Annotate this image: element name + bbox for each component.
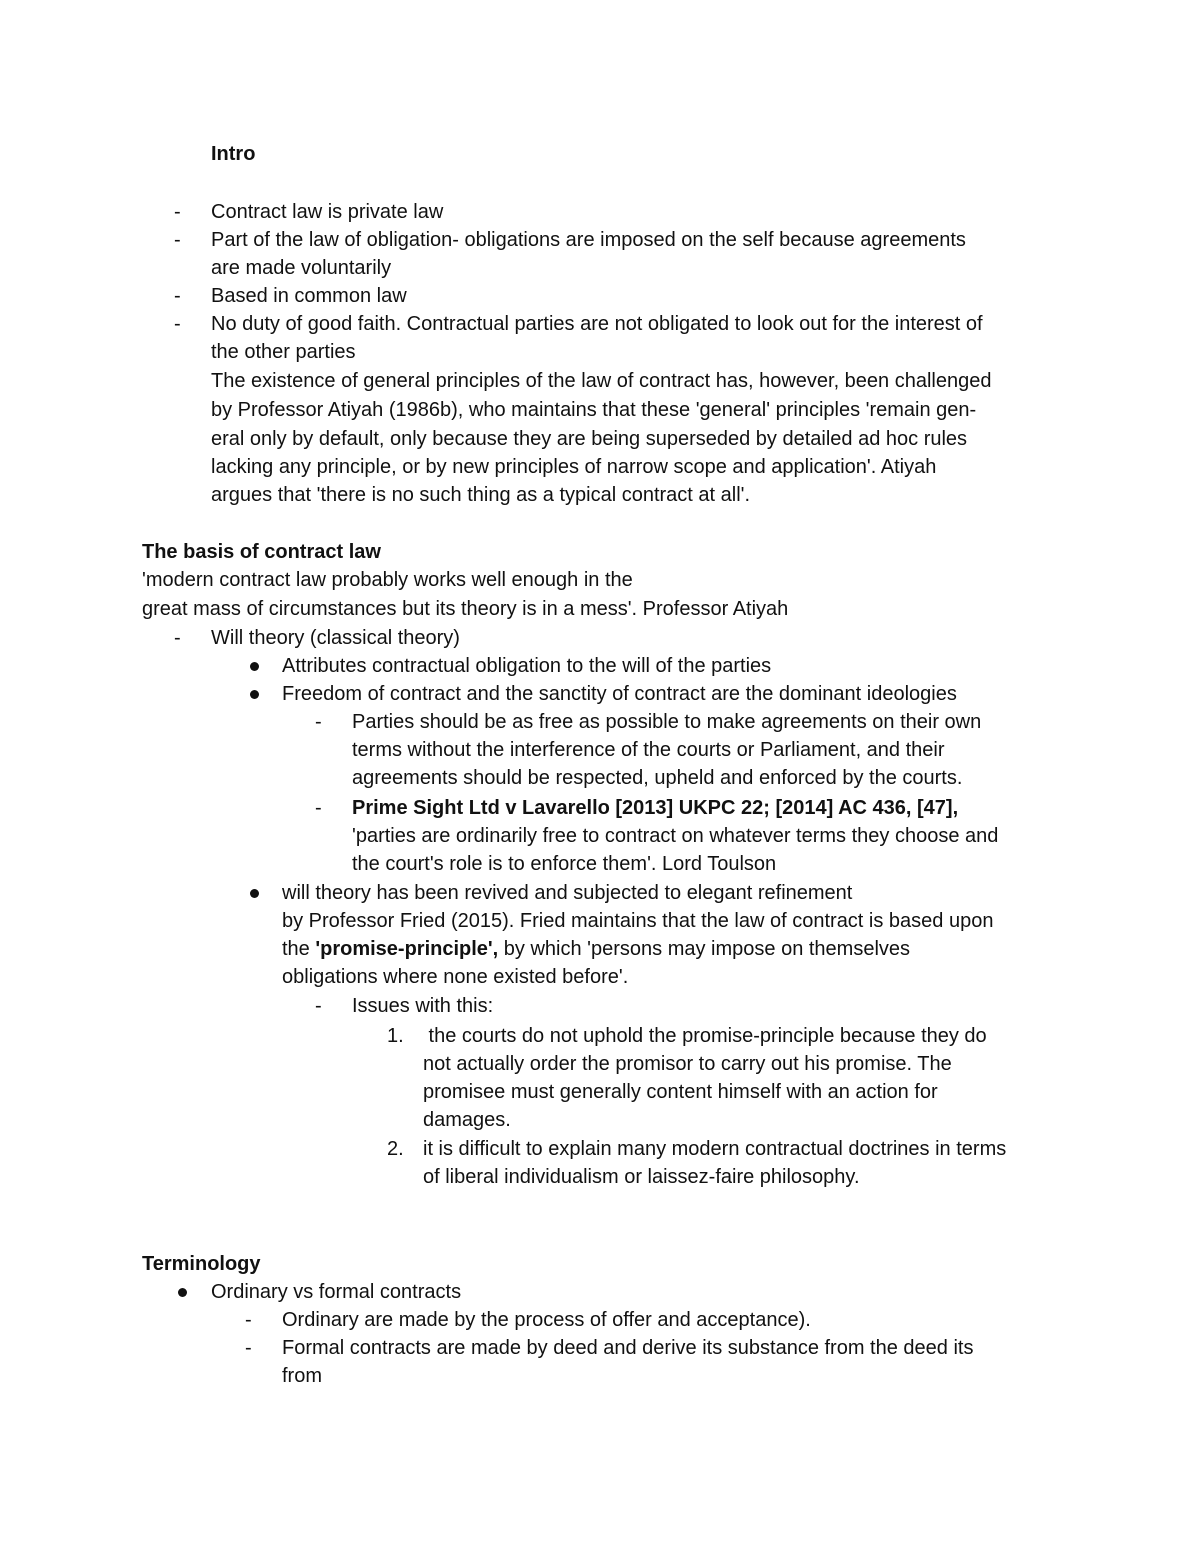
issue-1-line-1: the courts do not uphold the promise-principle because they do (423, 1025, 987, 1047)
intro-paragraph-line-2: by Professor Atiyah (1986b), who maintains that these 'general' principles 'remain gen- (211, 399, 977, 421)
dash-marker: - (245, 1309, 252, 1331)
dash-marker: - (174, 201, 181, 223)
dash-marker: - (245, 1337, 252, 1359)
issue-1-line-4: damages. (423, 1109, 511, 1131)
issue-1-line-3: promisee must generally content himself with an action for (423, 1081, 938, 1103)
intro-bullet-3: Based in common law (211, 285, 407, 307)
bullet-dot (250, 662, 259, 671)
issue-1-line-2: not actually order the promisor to carry out his promise. The (423, 1053, 952, 1075)
intro-bullet-4-line-2: the other parties (211, 341, 356, 363)
numbered-marker-1: 1. (387, 1025, 404, 1047)
will-theory-point-3-line-3 (282, 935, 910, 963)
plain-text: by which 'persons may impose on themselves (498, 938, 911, 960)
will-theory-item: Will theory (classical theory) (211, 627, 460, 649)
dash-marker: - (174, 313, 181, 335)
dash-marker: - (174, 229, 181, 251)
will-theory-point-3-line-4: obligations where none existed before'. (282, 966, 629, 988)
issue-2-line-1: it is difficult to explain many modern contractual doctrines in terms (423, 1138, 1007, 1160)
intro-bullet-4-line-1: No duty of good faith. Contractual parties are not obligated to look out for the interest of (211, 313, 983, 335)
dash-marker: - (315, 797, 322, 819)
freedom-subpoint-line-3: agreements should be respected, upheld and enforced by the courts. (352, 767, 963, 789)
basis-quote-line-1: 'modern contract law probably works well enough in the (142, 569, 633, 591)
promise-principle-term: 'promise-principle', (315, 938, 499, 960)
bullet-dot (178, 1288, 187, 1297)
basis-quote-line-2: great mass of circumstances but its theory is in a mess'. Professor Atiyah (142, 598, 789, 620)
bullet-dot (250, 690, 259, 699)
intro-bullet-2-line-2: are made voluntarily (211, 257, 392, 279)
dash-marker: - (315, 711, 322, 733)
case-quote-line-1: 'parties are ordinarily free to contract on whatever terms they choose and (352, 825, 999, 847)
freedom-subpoint-line-2: terms without the interference of the courts or Parliament, and their (352, 739, 945, 761)
freedom-subpoint-line-1: Parties should be as free as possible to make agreements on their own (352, 711, 982, 733)
dash-marker: - (174, 285, 181, 307)
numbered-marker-2: 2. (387, 1138, 404, 1160)
intro-bullet-1: Contract law is private law (211, 201, 444, 223)
case-quote-line-2: the court's role is to enforce them'. Lord Toulson (352, 853, 777, 875)
issues-heading: Issues with this: (352, 995, 494, 1017)
bullet-dot (250, 889, 259, 898)
intro-paragraph-line-3: eral only by default, only because they are being superseded by detailed ad hoc rules (211, 428, 968, 450)
intro-heading: Intro (211, 143, 256, 165)
formal-contracts-note-line-1: Formal contracts are made by deed and derive its substance from the deed its (282, 1337, 974, 1359)
case-citation: Prime Sight Ltd v Lavarello [2013] UKPC 22; [2014] AC 436, [47], (352, 797, 959, 819)
dash-marker: - (315, 995, 322, 1017)
intro-paragraph-line-5: argues that 'there is no such thing as a typical contract at all'. (211, 484, 751, 506)
terminology-heading: Terminology (142, 1253, 261, 1275)
will-theory-point-3-line-2: by Professor Fried (2015). Fried maintains that the law of contract is based upon (282, 910, 994, 932)
dash-marker: - (174, 627, 181, 649)
issue-2-line-2: of liberal individualism or laissez-faire philosophy. (423, 1166, 860, 1188)
intro-bullet-2-line-1: Part of the law of obligation- obligations are imposed on the self because agreements (211, 229, 966, 251)
will-theory-point-2: Freedom of contract and the sanctity of contract are the dominant ideologies (282, 683, 957, 705)
formal-contracts-note-line-2: from (282, 1365, 322, 1387)
terminology-item-1: Ordinary vs formal contracts (211, 1281, 462, 1303)
intro-paragraph-line-4: lacking any principle, or by new principles of narrow scope and application'. Atiyah (211, 456, 937, 478)
intro-paragraph-line-1: The existence of general principles of the law of contract has, however, been challenged (211, 370, 992, 392)
basis-heading: The basis of contract law (142, 541, 381, 563)
will-theory-point-3-line-1: will theory has been revived and subjected to elegant refinement (282, 882, 853, 904)
will-theory-point-1: Attributes contractual obligation to the will of the parties (282, 655, 772, 677)
plain-text: the (282, 938, 316, 960)
ordinary-contracts-note: Ordinary are made by the process of offer and acceptance). (282, 1309, 811, 1331)
